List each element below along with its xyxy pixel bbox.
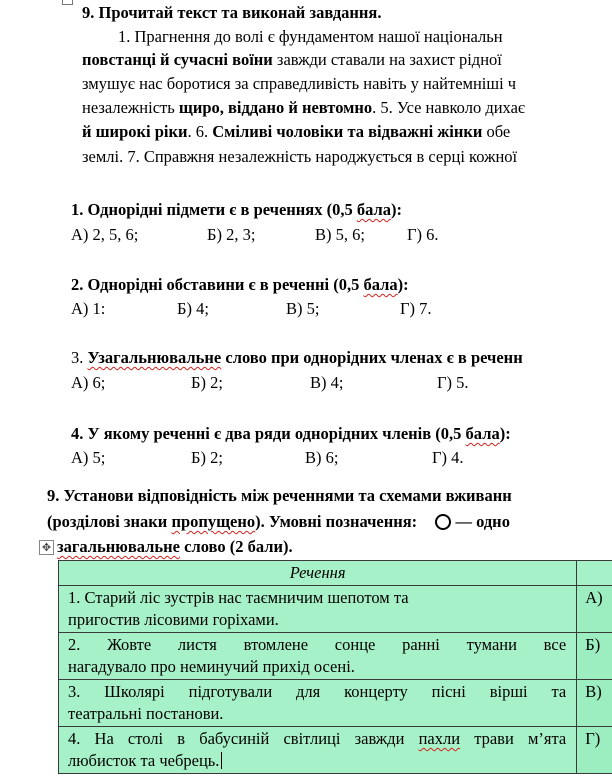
answer-option[interactable]: В) 4;: [310, 373, 344, 392]
conditions-text-a: (розділові знаки: [47, 512, 172, 531]
points-squig-word: загальнювальне: [57, 537, 180, 556]
question-number: 3.: [71, 348, 84, 367]
text-fragment: незалежність: [82, 98, 179, 117]
table-row: [59, 727, 612, 774]
table-row: [59, 586, 612, 633]
text-line: [82, 122, 510, 142]
sentence-line-2: [68, 703, 566, 725]
text-fragment: завжди ставали на захист рідної: [272, 50, 502, 69]
answer-option[interactable]: Г) 4.: [432, 448, 464, 467]
answer-option[interactable]: Б) 4;: [177, 299, 209, 318]
answer-option[interactable]: В) 6;: [305, 448, 339, 467]
sentence-line-2: [68, 609, 566, 631]
answer-option[interactable]: Г) 5.: [437, 373, 469, 392]
answer-option[interactable]: Г) 7.: [400, 299, 432, 318]
question-tail: ):: [391, 200, 403, 219]
text-fragment: землі. 7. Справжня незалежність народжується в серці кожної: [82, 147, 518, 166]
page-corner-marker: [62, 0, 73, 5]
matching-task-heading: 9. Установи відповідність між реченнями та схемами вживанн: [47, 486, 512, 505]
circle-symbol-icon: [435, 514, 451, 530]
table-move-handle-icon[interactable]: ✥: [39, 540, 54, 555]
question-squig-word: бала: [356, 200, 392, 219]
scheme-key-cell[interactable]: В): [577, 680, 612, 727]
sentence-cell: [59, 680, 577, 727]
question-1: [71, 200, 402, 220]
answer-option[interactable]: Б) 2;: [191, 373, 223, 392]
scheme-key-cell[interactable]: Б): [577, 633, 612, 680]
table-header-key: [577, 561, 612, 586]
table-row: [59, 633, 612, 680]
matching-task-points: [57, 537, 293, 557]
answer-option[interactable]: А) 6;: [71, 373, 106, 392]
question-2: [71, 275, 409, 295]
answer-option[interactable]: А) 2, 5, 6;: [71, 225, 139, 244]
text-line: [82, 98, 525, 118]
question-squig-word: бала: [363, 275, 398, 294]
sentence-line-2: [68, 656, 566, 678]
sentence-line-1: 3. Школярі підготували для концерту пісні вірші та: [68, 682, 567, 701]
sentence-line-2: [68, 750, 566, 772]
text-fragment: обе: [482, 122, 511, 141]
answer-option[interactable]: Б) 2;: [191, 448, 223, 467]
scheme-key-cell[interactable]: А): [577, 586, 612, 633]
answer-option[interactable]: В) 5, 6;: [315, 225, 365, 244]
answer-option[interactable]: А) 5;: [71, 448, 106, 467]
question-squig-lead: Узагальнювальне: [87, 348, 222, 367]
sentence-cell: [59, 633, 577, 680]
question-text: Однорідні обставини є в реченні (0,5: [87, 275, 364, 294]
text-line: [82, 147, 517, 167]
sentence-line-1: [68, 728, 566, 750]
matching-table: [58, 560, 612, 774]
text-fragment: повстанці й сучасні воїни: [82, 50, 273, 69]
scheme-key-cell[interactable]: Г): [577, 727, 612, 774]
sentence-text-2: театральні постанови.: [68, 704, 224, 723]
matching-task-conditions: [47, 512, 510, 532]
text-fragment: . 6.: [187, 122, 213, 141]
question-text: Однорідні підмети є в реченнях (0,5: [87, 200, 357, 219]
conditions-squig-word: пропущено: [171, 512, 256, 531]
answer-option[interactable]: А) 1:: [71, 299, 106, 318]
text-line: [82, 74, 516, 94]
sentence-line-1: 2. Жовте листя втомлене сонце ранні тумани все: [68, 635, 567, 654]
answer-option[interactable]: В) 5;: [286, 299, 320, 318]
sentence-line-1: 1. Старий ліс зустрів нас таємничим шепотом та: [68, 588, 409, 607]
sentence-text: 4. На столі в бабусиній світлиці завжди: [68, 729, 419, 748]
text-fragment: Сміливі чоловіки та відважні жінки: [212, 122, 483, 141]
answer-option[interactable]: Б) 2, 3;: [207, 225, 256, 244]
text-fragment: . 5. Усе навколо дихає: [372, 98, 525, 117]
question-number: 1.: [71, 200, 84, 219]
text-fragment: 1. Прагнення до волі є фундаментом нашої національн: [118, 27, 503, 46]
question-3: [71, 348, 523, 368]
question-4: [71, 424, 511, 444]
question-text: слово при однорідних членах є в реченн: [221, 348, 523, 367]
question-tail: ):: [397, 275, 409, 294]
points-text: слово (2 бали).: [180, 537, 293, 556]
sentence-cell: [59, 586, 577, 633]
text-fragment: й широкі ріки: [82, 122, 188, 141]
answer-option[interactable]: Г) 6.: [407, 225, 439, 244]
question-squig-word: бала: [465, 424, 500, 443]
question-text: У якому реченні є два ряди однорідних членів (0,5: [87, 424, 466, 443]
question-tail: ):: [499, 424, 511, 443]
text-line: [82, 50, 502, 70]
table-row: [59, 680, 612, 727]
text-fragment: змушує нас боротися за справедливість навіть у найтемніші ч: [82, 74, 517, 93]
sentence-text-rest: трави м’ята: [460, 729, 567, 748]
sentence-text-2: любисток та чебрець.: [68, 751, 220, 770]
conditions-text-b: ). Умовні позначення:: [255, 512, 418, 531]
sentence-text-2: нагадувало про неминучий прихід осені.: [68, 657, 355, 676]
conditions-text-c: — одно: [455, 512, 510, 531]
sentence-text-2: пригостив лісовими горіхами.: [68, 610, 279, 629]
text-fragment: щиро, віддано й невтомно: [178, 98, 373, 117]
text-cursor: [221, 752, 222, 769]
question-number: 4.: [71, 424, 84, 443]
text-line: [118, 27, 503, 47]
question-number: 2.: [71, 275, 84, 294]
table-header-sentences: Речення: [59, 561, 577, 586]
sentence-squig-word: пахли: [418, 729, 461, 748]
task-heading: 9. Прочитай текст та виконай завдання.: [82, 3, 382, 22]
sentence-cell: [59, 727, 577, 774]
